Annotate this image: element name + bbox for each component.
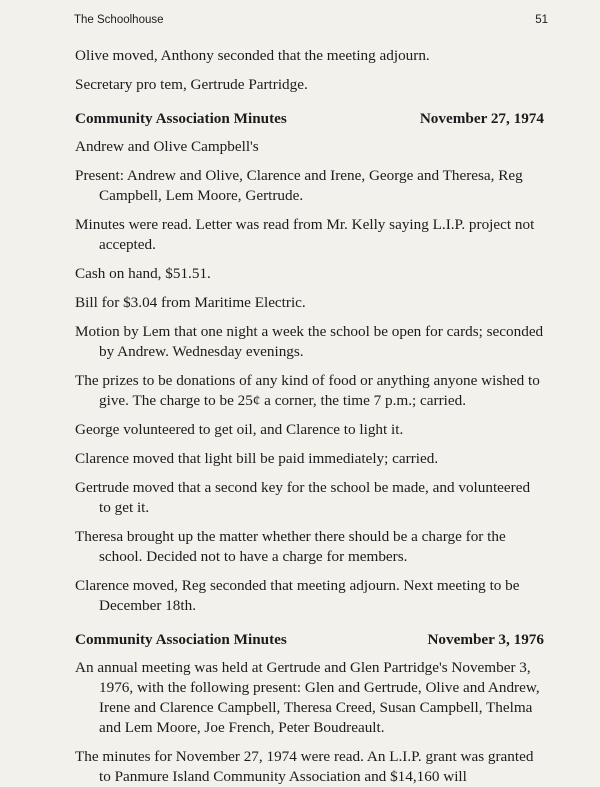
paragraph: Andrew and Olive Campbell's [75, 138, 259, 155]
paragraph: Theresa brought up the matter whether there should be a charge for the school. Decided not to have a charge for members. [75, 528, 506, 565]
section-date: November 3, 1976 [427, 631, 544, 648]
section-heading [75, 630, 544, 650]
paragraph: Motion by Lem that one night a week the school be open for cards; seconded by Andrew. Wednesday evenings. [75, 323, 544, 360]
paragraph: Secretary pro tem, Gertrude Partridge. [75, 76, 308, 93]
paragraph: Gertrude moved that a second key for the school be made, and volunteered to get it. [75, 479, 531, 516]
running-header [74, 10, 548, 32]
paragraph: An annual meeting was held at Gertrude and Glen Partridge's November 3, 1976, with the following present: Glen and Gertrude, Olive and Andrew, Irene and Clarence Campbell, Theresa Creed, Susan Campbell, Thelma and Lem Moore, Joe French, Peter Boudreault. [75, 659, 540, 736]
paragraph: Present: Andrew and Olive, Clarence and Irene, George and Theresa, Reg Campbell, Lem Moore, Gertrude. [75, 167, 523, 204]
section-title: Community Association Minutes [75, 631, 287, 648]
section-date: November 27, 1974 [419, 110, 544, 127]
paragraph: Olive moved, Anthony seconded that the meeting adjourn. [75, 47, 430, 64]
paragraph: Clarence moved, Reg seconded that meeting adjourn. Next meeting to be December 18th. [75, 577, 520, 614]
paragraph: Cash on hand, $51.51. [75, 265, 211, 282]
paragraph: The prizes to be donations of any kind of food or anything anyone wished to give. The charge to be 25¢ a corner, the time 7 p.m.; carried. [75, 372, 540, 409]
paragraph: Bill for $3.04 from Maritime Electric. [75, 294, 306, 311]
page-number: 51 [535, 14, 548, 26]
paragraph: The minutes for November 27, 1974 were read. An L.I.P. grant was granted to Panmure Island Community Association and $14,160 will [75, 748, 534, 785]
paragraph: George volunteered to get oil, and Clarence to light it. [75, 421, 404, 438]
paragraph: Minutes were read. Letter was read from Mr. Kelly saying L.I.P. project not accepted. [75, 216, 535, 253]
paragraph: Clarence moved that light bill be paid immediately; carried. [75, 450, 439, 467]
section-heading [75, 109, 544, 129]
running-title: The Schoolhouse [74, 14, 164, 26]
section-title: Community Association Minutes [75, 110, 287, 127]
